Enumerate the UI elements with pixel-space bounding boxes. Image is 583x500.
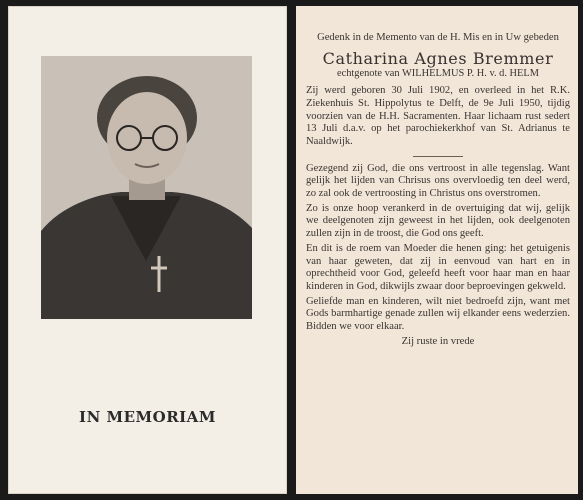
- prayer-paragraph-2: Zo is onze hoop verankerd in de overtuiging dat wij, gelijk we deelgenoten zijn geweest in het lijden, ook deelgenoten zullen zijn in de troost, die God ons geeft.: [306, 202, 570, 240]
- biography: Zij werd geboren 30 Juli 1902, en overleed in het R.K. Ziekenhuis St. Hippolytus te Delft, de 9e Juli 1950, tijdig voorzien van de H.H. Sacramenten. Haar lichaam rust sedert 13 Juli d.a.v. op het parochiekerkhof van St. Adrianus te Naaldwijk.: [306, 85, 570, 147]
- memorial-text-block: [306, 32, 570, 348]
- memorial-card-text: [296, 6, 578, 494]
- memorial-card-front: [8, 6, 287, 494]
- portrait-photo: [41, 56, 252, 319]
- deceased-name: Catharina Agnes Bremmer: [322, 48, 554, 68]
- spouse-line: echtgenote van WILHELMUS P. H. v. d. HELM: [336, 68, 539, 80]
- prayer-paragraph-3: En dit is de roem van Moeder die henen ging: het getuigenis van haar geweten, dat zij in eenvoud van hart en in oprechtheid voor God, geleefd heeft voor haar man en haar kinderen in God, dikwijls zwaar door beproevingen gekweld.: [306, 242, 570, 292]
- in-memoriam-title: IN MEMORIAM: [79, 408, 216, 426]
- prayer-paragraph-1: Gezegend zij God, die ons vertroost in alle tegenslag. Want gelijk het lijden van Chrisus ons overvloedig ten deel werd, zo zal ook de vertroosting in Christus ons overstromen.: [306, 162, 570, 200]
- portrait-illustration: [41, 56, 252, 319]
- prayer-paragraph-4: Geliefde man en kinderen, wilt niet bedroefd zijn, want met Gods barmhartige genade zullen wij elkander eens wederzien. Bidden we voor elkaar.: [306, 295, 570, 333]
- divider: [413, 156, 463, 157]
- closing-line: Zij ruste in vrede: [401, 335, 475, 347]
- intro-text: Gedenk in de Memento van de H. Mis en in Uw gebeden: [317, 32, 559, 43]
